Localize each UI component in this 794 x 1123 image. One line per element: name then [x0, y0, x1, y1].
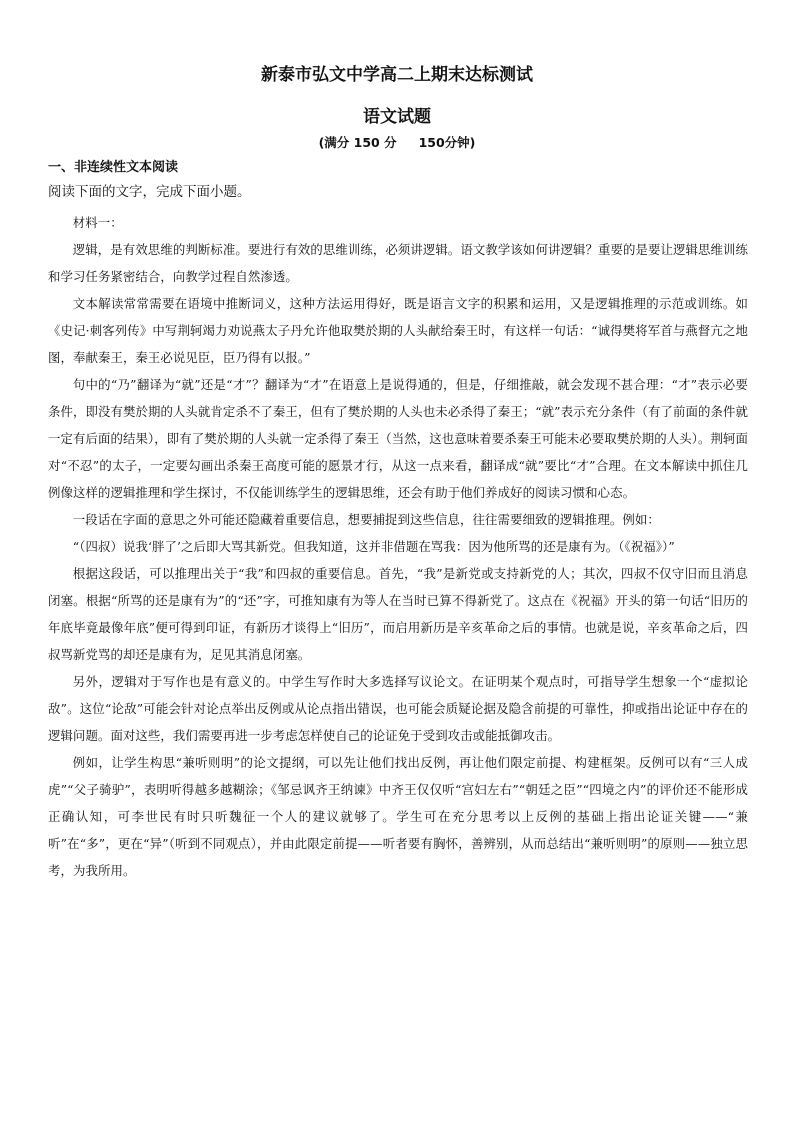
paragraph-6: 根据这段话，可以推理出关于“我”和四叔的重要信息。首先，“我”是新党或支持新党的人；其次，四叔不仅守旧而且消息闭塞。根据“所骂的还是康有为”的“还”字，可推知康有为等人在当时已算不得新党了。这点在《祝福》开头的第一句话“旧历的年底毕竟最像年底”便可得到印证，有新历才谈得上“旧历”，而启用新历是辛亥革命之后的事情。也就是说，辛亥革命之后，四叔骂新党骂的却还是康有为，足见其消息闭塞。 [48, 566, 748, 662]
exam-subject-title: 语文试题 [363, 107, 431, 127]
paragraph-3: 句中的“乃”翻译为“就”还是“才”？翻译为“才”在语意上是说得通的，但是，仔细推敲，就会发现不甚合理：“才”表示必要条件，即没有樊於期的人头就肯定杀不了秦王，但有了樊於期的人头也未必杀得了秦王；“就”表示充分条件（有了前面的条件就一定有后面的结果），即有了樊於期的人头就一定杀得了秦王（当然，这也意味着要杀秦王可能未必要取樊於期的人头）。荆轲面对“不忍”的太子，一定要勾画出杀秦王高度可能的愿景才行，从这一点来看，翻译成“就”要比“才”合理。在文本解读中抓住几例像这样的逻辑推理和学生探讨，不仅能训练学生的逻辑思维，还会有助于他们养成好的阅读习惯和心态。 [48, 377, 748, 500]
paragraph-8: 例如，让学生构思“兼听则明”的论文提纲，可以先让他们找出反例，再让他们限定前提、构建框架。反例可以有“三人成虎”“父子骑驴”，表明听得越多越糊涂；《邹忌讽齐王纳谏》中齐王仅仅听“宫妇左右”“朝廷之臣”“四境之内”的评价还不能形成正确认知，可李世民有时只听魏征一个人的建议就够了。学生可在充分思考以上反例的基础上指出论证关键——“兼听”在“多”，更在“异”（听到不同观点），并由此限定前提——听者要有胸怀，善辨别，从而总结出“兼听则明”的原则——独立思考，为我所用。 [48, 755, 748, 878]
paragraph-2: 文本解读常常需要在语境中推断词义，这种方法运用得好，既是语言文字的积累和运用，又是逻辑推理的示范或训练。如《史记·刺客列传》中写荆轲竭力劝说燕太子丹允许他取樊於期的人头献给秦王时，有这样一句话：“诚得樊将军首与燕督亢之地图，奉献秦王，秦王必说见臣，臣乃得有以报。” [48, 296, 748, 365]
material-label: 材料一： [72, 215, 123, 230]
paragraph-7: 另外，逻辑对于写作也是有意义的。中学生写作时大多选择写议论文。在证明某个观点时，可指导学生想象一个“虚拟论敌”。这位“论敌”可能会针对论点举出反例或从论点指出错误，也可能会质疑论据及隐含前提的可靠性，抑或指出论证中存在的逻辑问题。面对这些，我们需要再进一步考虑怎样使自己的论证免于受到攻击或能抵御攻击。 [48, 674, 748, 743]
time-text: 150分钟) [418, 135, 476, 150]
score-text: (满分 150 分 [318, 135, 397, 150]
paragraph-4: 一段话在字面的意思之外可能还隐藏着重要信息，想要捕捉到这些信息，往往需要细致的逻辑推理。例如： [72, 512, 660, 527]
paragraph-5-quote: “（四叔）说我‘胖了’之后即大骂其新党。但我知道，这并非借题在骂我：因为他所骂的还是康有为。（《祝福》）” [72, 539, 675, 554]
section-heading: 一、非连续性文本阅读 [48, 160, 179, 175]
paragraph-1: 逻辑，是有效思维的判断标准。要进行有效的思维训练，必须讲逻辑。语文教学该如何讲逻辑？重要的是要让逻辑思维训练和学习任务紧密结合，向教学过程自然渗透。 [48, 242, 748, 284]
exam-school-title: 新泰市弘文中学高二上期末达标测试 [261, 65, 533, 85]
section-instruction: 阅读下面的文字，完成下面小题。 [48, 184, 251, 200]
reading-passage [48, 209, 748, 884]
exam-score-time [0, 133, 794, 151]
